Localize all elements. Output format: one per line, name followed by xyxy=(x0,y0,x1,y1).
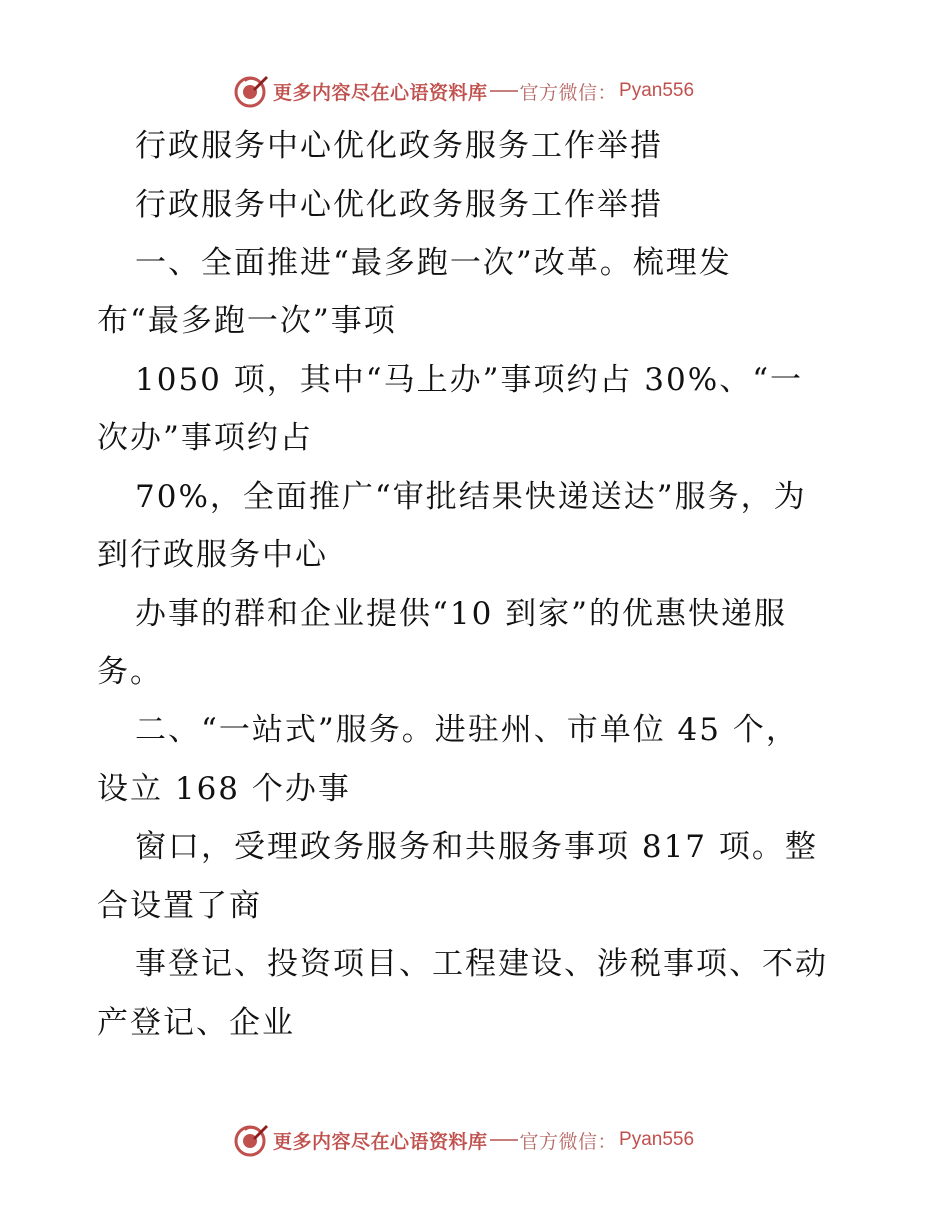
watermark-banner-top xyxy=(233,71,733,111)
text-line: 到行政服务中心 xyxy=(97,537,328,573)
text-line: 设立 168 个办事 xyxy=(97,771,351,807)
watermark-suffix: 官方微信： xyxy=(519,81,618,104)
text-line: 办事的群和企业提供“10 到家”的优惠快递服 xyxy=(135,596,787,632)
text-line: 事登记、投资项目、工程建设、涉税事项、不动 xyxy=(135,946,828,982)
text-line: 70%，全面推广“审批结果快递送达”服务，为 xyxy=(135,479,807,515)
watermark-suffix: 官方微信： xyxy=(519,1130,618,1153)
watermark-account: Pyan556 xyxy=(619,1129,695,1150)
watermark-dash xyxy=(490,90,518,92)
pen-logo-icon xyxy=(233,73,269,109)
text-line: 产登记、企业 xyxy=(97,1005,295,1041)
text-line: 次办”事项约占 xyxy=(97,420,313,456)
text-line: 务。 xyxy=(97,654,163,690)
text-line: 1050 项，其中“马上办”事项约占 30%、“一 xyxy=(135,362,804,398)
pen-logo-icon xyxy=(233,1122,269,1158)
text-line: 二、“一站式”服务。进驻州、市单位 45 个， xyxy=(135,712,799,748)
document-title: 行政服务中心优化政务服务工作举措 xyxy=(135,128,663,164)
text-line: 布“最多跑一次”事项 xyxy=(97,303,397,339)
watermark-banner-bottom xyxy=(233,1120,733,1160)
text-line: 一、全面推进“最多跑一次”改革。梳理发 xyxy=(135,245,732,281)
watermark-title: 更多内容尽在心语资料库 xyxy=(273,1130,488,1153)
text-line: 合设置了商 xyxy=(97,888,262,924)
watermark-title: 更多内容尽在心语资料库 xyxy=(273,81,488,104)
watermark-dash xyxy=(490,1139,518,1141)
document-subtitle: 行政服务中心优化政务服务工作举措 xyxy=(135,187,663,223)
text-line: 窗口，受理政务服务和共服务事项 817 项。整 xyxy=(135,829,818,865)
watermark-account: Pyan556 xyxy=(619,80,695,101)
